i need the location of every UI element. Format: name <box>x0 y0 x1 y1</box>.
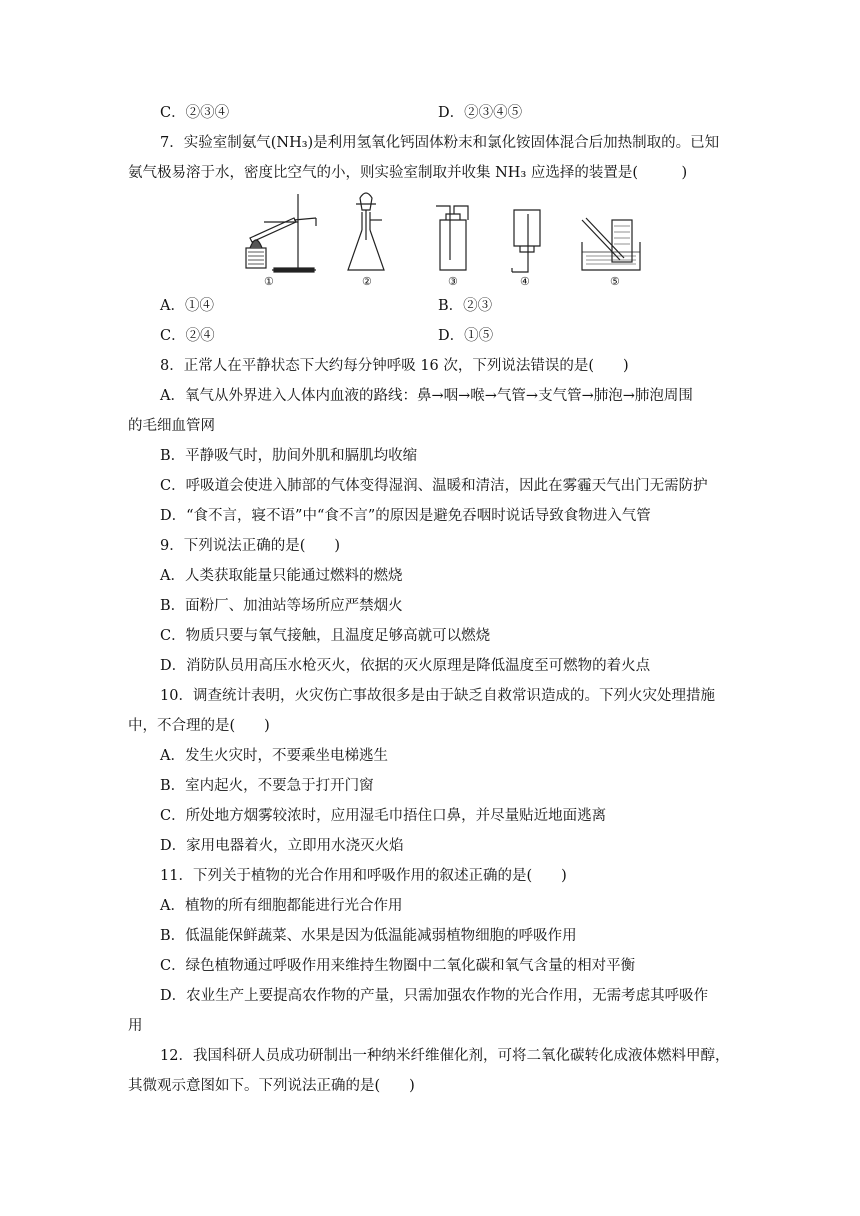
q10-option-c: C．所处地方烟雾较浓时，应用湿毛巾捂住口鼻，并尽量贴近地面逃离 <box>160 808 607 824</box>
apparatus-4-collection <box>512 210 540 272</box>
q10-option-d: D．家用电器着火，立即用水浇灭火焰 <box>160 838 404 854</box>
q12-stem-line2: 其微观示意图如下。下列说法正确的是( ) <box>128 1078 415 1094</box>
q7-option-d: D．①⑤ <box>438 328 494 344</box>
q10-option-b: B．室内起火，不要急于打开门窗 <box>160 778 374 794</box>
apparatus-diagram <box>236 190 656 290</box>
q7-apparatus-figure <box>236 190 656 290</box>
q10-stem-line1: 10．调查统计表明，火灾伤亡事故很多是由于缺乏自救常识造成的。下列火灾处理措施 <box>160 688 715 704</box>
q7-option-c: C．②④ <box>160 328 215 344</box>
q7-stem-line2: 氨气极易溶于水，密度比空气的小，则实验室制取并收集 NH₃ 应选择的装置是( ) <box>128 165 688 181</box>
q10-stem-line2: 中，不合理的是( ) <box>128 718 270 734</box>
q9-option-b: B．面粉厂、加油站等场所应严禁烟火 <box>160 598 403 614</box>
q8-option-a-line2: 的毛细血管网 <box>128 418 215 434</box>
figure-label-5: ⑤ <box>610 275 620 288</box>
q8-option-a-line1: A．氧气从外界进入人体内血液的路线：鼻→咽→喉→气管→支气管→肺泡→肺泡周围 <box>160 388 693 404</box>
q12-stem-line1: 12．我国科研人员成功研制出一种纳米纤维催化剂，可将二氧化碳转化成液体燃料甲醇， <box>160 1048 730 1064</box>
q11-option-b: B．低温能保鲜蔬菜、水果是因为低温能减弱植物细胞的呼吸作用 <box>160 928 577 944</box>
q8-stem: 8．正常人在平静状态下大约每分钟呼吸 16 次，下列说法错误的是( ) <box>160 358 629 374</box>
q6-option-c: C．②③④ <box>160 105 230 121</box>
q6-option-d: D．②③④⑤ <box>438 105 523 121</box>
apparatus-3-bottle <box>436 206 468 270</box>
q9-option-c: C．物质只要与氧气接触，且温度足够高就可以燃烧 <box>160 628 491 644</box>
apparatus-2-flask <box>348 193 384 270</box>
q11-option-a: A．植物的所有细胞都能进行光合作用 <box>160 898 403 914</box>
figure-label-4: ④ <box>520 275 530 288</box>
q8-option-c: C．呼吸道会使进入肺部的气体变得湿润、温暖和清洁，因此在雾霾天气出门无需防护 <box>160 478 708 494</box>
q11-option-c: C．绿色植物通过呼吸作用来维持生物圈中二氧化碳和氧气含量的相对平衡 <box>160 958 636 974</box>
figure-label-3: ③ <box>448 275 458 288</box>
q11-stem: 11．下列关于植物的光合作用和呼吸作用的叙述正确的是( ) <box>160 868 567 884</box>
figure-label-2: ② <box>362 275 372 288</box>
apparatus-5-trough <box>582 218 640 270</box>
q9-stem: 9．下列说法正确的是( ) <box>160 538 341 554</box>
apparatus-1-heating <box>246 194 316 272</box>
q7-option-a: A．①④ <box>160 298 214 314</box>
q9-option-a: A．人类获取能量只能通过燃料的燃烧 <box>160 568 403 584</box>
q7-stem-line1: 7．实验室制氨气(NH₃)是利用氢氧化钙固体粉末和氯化铵固体混合后加热制取的。已知 <box>160 135 720 151</box>
q10-option-a: A．发生火灾时，不要乘坐电梯逃生 <box>160 748 388 764</box>
figure-label-1: ① <box>264 275 274 288</box>
q8-option-d: D．“食不言，寝不语”中“食不言”的原因是避免吞咽时说话导致食物进入气管 <box>160 508 651 524</box>
q9-option-d: D．消防队员用高压水枪灭火，依据的灭火原理是降低温度至可燃物的着火点 <box>160 658 651 674</box>
q7-option-b: B．②③ <box>438 298 493 314</box>
q8-option-b: B．平静吸气时，肋间外肌和膈肌均收缩 <box>160 448 418 464</box>
q11-option-d-line1: D．农业生产上要提高农作物的产量，只需加强农作物的光合作用，无需考虑其呼吸作 <box>160 988 709 1004</box>
q11-option-d-line2: 用 <box>128 1018 143 1034</box>
